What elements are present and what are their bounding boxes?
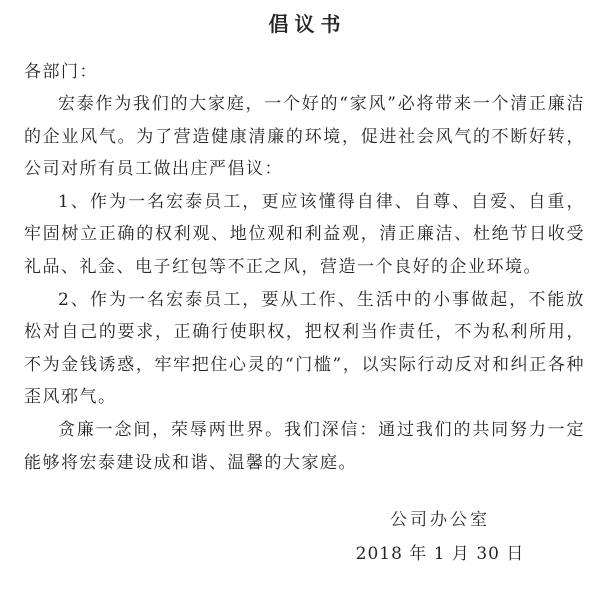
paragraph-item-1: 1、作为一名宏泰员工，更应该懂得自律、自尊、自爱、自重，牢固树立正确的权利观、地位观和利益观，清正廉洁、杜绝节日收受礼品、礼金、电子红包等不正之风，营造一个良好的企业环境。: [24, 191, 585, 277]
signature-date: 2018 年 1 月 30 日: [355, 544, 525, 565]
salutation: 各部门：: [24, 62, 98, 82]
signature-office: 公司办公室: [390, 510, 490, 531]
paragraph-closing: 贪廉一念间，荣辱两世界。我们深信：通过我们的共同努力一定能够将宏泰建设成和谐、温馨的大家庭。: [24, 419, 585, 473]
paragraph-item-2: 2、作为一名宏泰员工，要从工作、生活中的小事做起，不能放松对自己的要求，正确行使职权，把权利当作责任，不为私利所用，不为金钱诱惑，牢牢把住心灵的“门槛”，以实际行动反对和纠正各种歪风邪气。: [24, 289, 585, 408]
signature-block: [325, 507, 555, 567]
paragraph-intro: 宏泰作为我们的大家庭，一个好的“家风”必将带来一个清正廉洁的企业风气。为了营造健康清廉的环境，促进社会风气的不断好转，公司对所有员工做出庄严倡议：: [24, 94, 585, 180]
document-title: 倡议书: [268, 12, 347, 36]
